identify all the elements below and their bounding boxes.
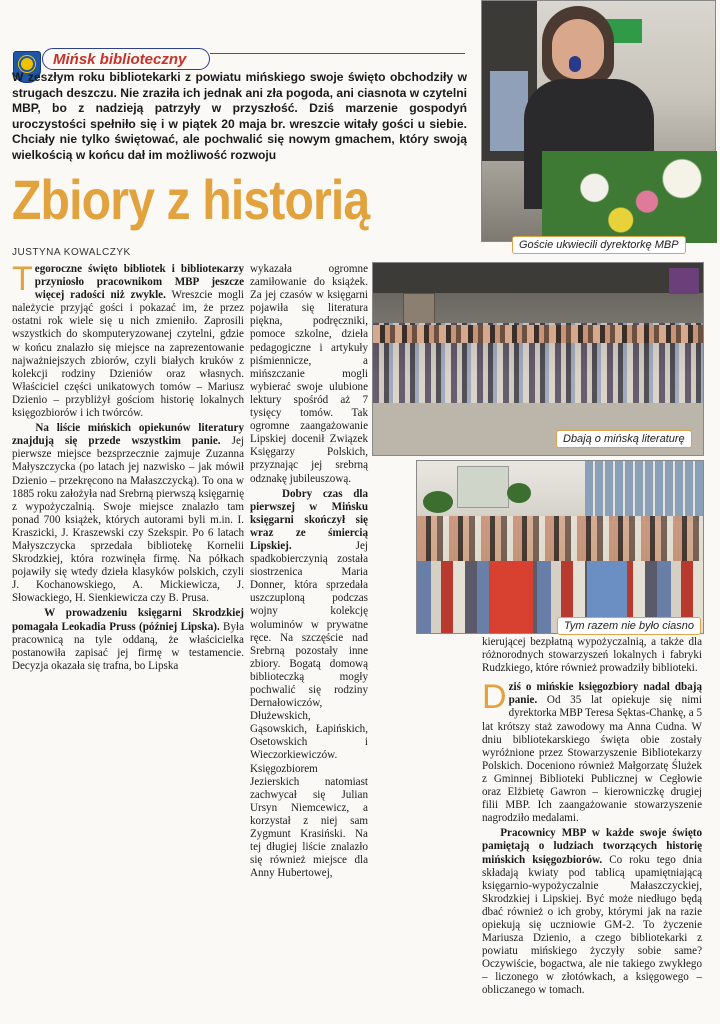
- caption-photo3: Tym razem nie było ciasno: [557, 617, 701, 635]
- microphone-icon: [569, 56, 581, 72]
- photo-director-with-flowers: [481, 0, 716, 242]
- photo-audience-seated: [416, 460, 704, 634]
- caption-photo2: Dbają o mińską literaturę: [556, 430, 692, 448]
- header-rule: [210, 53, 465, 54]
- article-column-1: Tegoroczne święto bibliotek i biblioteкarzy przyniosło pracownikom MBP jeszcze więcej radości niż zwykle. Wreszcie mogli należycie przyjąć gości i pokazać im, że przez ostatni rok wiele się u nich zmieniło. Zaprosili wszystkich do skomputeryzowanej czytelni, gdzie w końcu znalazło się miejsce na zaprezentowanie najważniejszych zbiorów, czyli białych kruków z kolekcji rodziny Dzieniów oraz własnych. Właściciel części unikatowych tomów – Mariusz Dzienio – przybliżył gościom historię lokalnych księgozbiorów i ich twórców. Na liście mińskich opiekunów literatury znajdują się przede wszystkim panie. Jej pierwsze miejsce bezsprzecznie zajmuje Zuzanna Małyszczycka (po latach jej nazwisko – jak mówił Dzienio – przekręcono na Małaszczycką). To ona w 1885 roku założyła nad Srebrną pierwszą księgarnię z wypożyczalnią. Swoje miejsce znalazło tam ponad 700 książek, których autorami byli m.in. I. Kraszicki, J. Kraszewski czy Szekspir. Po 6 latach Małyszczycka sprzedała bibliotekę Kornelii Skrodzkiej, która rozwinęła firmę. Na półkach pojawiły się wtedy dzieła klasyków polskich, czyli J. Kochanowskiego, A. Mickiewicza, J. Słowackiego, H. Sienkiewicza czy B. Prusa. W prowadzeniu księgarni Skrodzkiej pomagała Leokadia Pruss (później Lipska). Była pracownicą na tyle oddaną, że właścicielka postanowiła zapisać jej firmę w testamencie. Decyzja okazała się trafna, bo Lipska: [12, 260, 244, 672]
- photo-group-outside-library: [372, 262, 704, 456]
- article-column-2: wykazała ogromne zamiłowanie do książek. Za jej czasów w księgarni pojawiła się literatura piękna, podręczniki, pomoce szkolne, dzieła pedagogiczne i artykuły piśmiennicze, a mińszczanie mogli wybierać swoje ulubione lektury spośród aż 7 tysięcy tomów. Tak ogromne zaangażowanie Lipskiej docenił Związek Księgarzy Polskich, przyznając jej srebrną odznakę jubileuszową. Dobry czas dla pierwszej w Mińsku księgarni skończył się wraz ze śmiercią Lipskiej. Jej spadkobierczynią została siostrzenica Maria Donner, która sprzedała uszczuploną podczas wojny kolekcję woluminów w prywatne ręce. Na szczęście nad Srebrną pozostały inne zbiory. Bogatą domową biblioteczką mogły pochwalić się rodziny Dernałowiczów, Dłużewskich, Gąsowskich, Łapińskich, Osetowskich i Wieczorkiewiczów. Księgozbiorem Jezierskich natomiast zachwycał się Julian Ursyn Niemcewicz, a korzystał z niej sam Zygmunt Krasiński. Na tej długiej liście znalazło się również miejsce dla Anny Hubertowej,: [250, 263, 368, 880]
- headline: Zbiory z historią: [12, 168, 370, 231]
- section-label: Mińsk biblioteczny: [42, 48, 210, 70]
- article-column-3: kierującej bezpłatną wypożyczalnią, a także dla różnorodnych stowarzyszeń lokalnych i fabryki Rudzkiego, które również prowadziły biblioteki. Dziś o mińskie księgozbiory nadal dbają panie. Od 35 lat opiekuje się nimi dyrektorka MBP Teresa Sęktas-Chankę, a 5 lat krótszy staż zawodowy ma Anna Cudna. W dniu bibliotekarskiego święta obie zostały wyróżnione przez Stowarzyszenie Bibliotekarzy Polskich. Doceniono również Małgorzatę Ślużek z Gminnej Biblioteki Publicznej w Cegłowie oraz Elżbietę Gawron – kierowniczkę drugiej filii MBP. Ich zaangażowanie stowarzyszenie nagrodziło medalami. Pracownicy MBP w każde swoje święto pamiętają o ludziach tworzących historię mińskich księgozbiorów. Co roku tego dnia składają kwiaty pod tablicą upamiętniającą księgarnio-wypożyczalnie Małaszczyckiej, Skrodzkiej i Lipskiej. Być może niedługo będą dbać również o ich groby, którymi jak na razie opiekują się uczniowie GM-2. To życzenie Mariusza Dzienio, a czego bibliotekarki z powiatu mińskiego życzyły sobie same? Oczywiście, bogactwa, ale nie takiego zwykłego – liczonego w złotówkach, a księgowego – obliczanego w tomach.: [482, 636, 703, 997]
- dropcap: D: [482, 678, 507, 717]
- dropcap: T: [12, 260, 33, 298]
- lead-paragraph: W zeszłym roku bibliotekarki z powiatu mińskiego swoje święto obchodziły w strugach deszczu. Nie zraziła ich jednak ani zła pogoda, ani ciasnota w czytelni MBP, bo z nadzieją patrzyły w przyszłość. Dziś marzenie gospodyń uroczystości spełniło się i w piątek 20 maja br. wreszcie witały gości u siebie. Chciały nie tylko świętować, ale pochwalić się nowym gmachem, który swoją wielkością w końcu dał im możliwość rozwoju: [12, 70, 467, 162]
- author-byline: JUSTYNA KOWALCZYK: [12, 247, 131, 258]
- caption-photo1: Goście ukwiecili dyrektorkę MBP: [512, 236, 686, 254]
